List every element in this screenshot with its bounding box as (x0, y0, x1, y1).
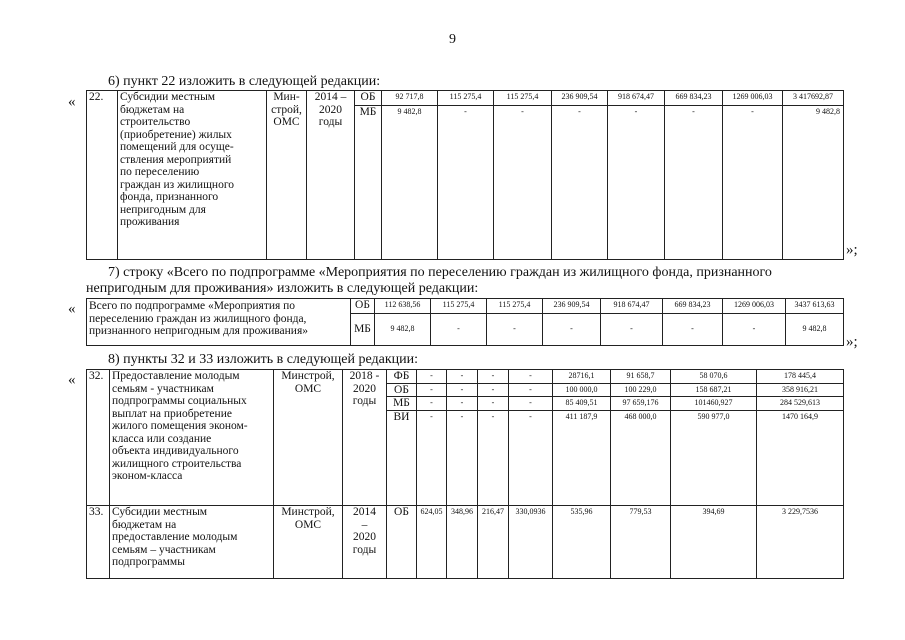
funding-value: 236 909,54 (543, 299, 601, 314)
section-7-heading-line-2: непригодным для проживания» изложить в следующей редакции: (86, 281, 479, 296)
row-22-number: 22. (87, 91, 118, 260)
funding-value: - (478, 397, 509, 411)
funding-value: 58 070,6 (671, 370, 757, 384)
section-8-open-quote: « (68, 372, 76, 388)
funding-value: - (447, 370, 478, 384)
funding-value: 411 187,9 (553, 410, 611, 506)
funding-value: 535,96 (553, 506, 611, 579)
funding-value: 115 275,4 (438, 91, 494, 106)
funding-total: 178 445,4 (757, 370, 844, 384)
funding-value: 115 275,4 (494, 91, 552, 106)
row-33-executor: Минстрой, ОМС (274, 506, 343, 579)
funding-total: 9 482,8 (786, 314, 844, 346)
funding-value: - (552, 106, 608, 260)
funding-value: - (447, 397, 478, 411)
funding-value: - (509, 397, 553, 411)
funding-total: 3 229,7536 (757, 506, 844, 579)
funding-total: 3437 613,63 (786, 299, 844, 314)
page-number: 9 (449, 32, 456, 47)
funding-value: 779,53 (611, 506, 671, 579)
section-7-table (86, 298, 844, 346)
funding-value: 9 482,8 (375, 314, 431, 346)
section-7-heading-line-1: 7) строку «Всего по подпрограмме «Мероприятия по переселению граждан из жилищного фонда, признанного (108, 265, 772, 280)
row-32-executor: Минстрой, ОМС (274, 370, 343, 506)
row-33-name: Субсидии местным бюджетам на предоставление молодым семьям – участникам подпрограммы (110, 506, 274, 579)
section-6-open-quote: « (68, 94, 76, 110)
funding-source: ВИ (387, 410, 417, 506)
funding-value: - (509, 410, 553, 506)
funding-value: - (447, 410, 478, 506)
funding-source: МБ (387, 397, 417, 411)
section-6-heading: 6) пункт 22 изложить в следующей редакции: (108, 74, 381, 89)
funding-value: 158 687,21 (671, 383, 757, 397)
funding-source: ОБ (355, 91, 382, 106)
funding-value: 216,47 (478, 506, 509, 579)
funding-value: - (494, 106, 552, 260)
funding-value: 669 834,23 (663, 299, 723, 314)
funding-value: 394,69 (671, 506, 757, 579)
funding-value: 92 717,8 (382, 91, 438, 106)
funding-value: - (417, 370, 447, 384)
row-22-name: Субсидии местным бюджетам на строительство (приобретение) жилых помещений для осуще- ствления мероприятий по переселению граждан из жилищного фонда, признанного непригодным для проживания (118, 91, 267, 260)
funding-value: 101460,927 (671, 397, 757, 411)
funding-value: - (543, 314, 601, 346)
funding-value: - (431, 314, 487, 346)
funding-value: 115 275,4 (487, 299, 543, 314)
funding-value: - (447, 383, 478, 397)
funding-value: 9 482,8 (382, 106, 438, 260)
section-6-close-quote: »; (846, 242, 858, 258)
row-33-period: 2014 – 2020 годы (343, 506, 387, 579)
funding-value: 91 658,7 (611, 370, 671, 384)
funding-value: 918 674,47 (601, 299, 663, 314)
section-7-close-quote: »; (846, 334, 858, 350)
funding-value: 112 638,56 (375, 299, 431, 314)
funding-total: 358 916,21 (757, 383, 844, 397)
funding-value: - (601, 314, 663, 346)
funding-value: - (417, 383, 447, 397)
funding-value: 28716,1 (553, 370, 611, 384)
row-33-number: 33. (87, 506, 110, 579)
funding-value: 97 659,176 (611, 397, 671, 411)
funding-value: 468 000,0 (611, 410, 671, 506)
funding-value: - (478, 383, 509, 397)
funding-value: 330,0936 (509, 506, 553, 579)
funding-value: 1269 006,03 (723, 299, 786, 314)
funding-value: - (438, 106, 494, 260)
funding-value: 115 275,4 (431, 299, 487, 314)
funding-value: 348,96 (447, 506, 478, 579)
funding-value: 100 000,0 (553, 383, 611, 397)
funding-value: - (608, 106, 665, 260)
row-32-number: 32. (87, 370, 110, 506)
funding-source: ФБ (387, 370, 417, 384)
funding-value: 590 977,0 (671, 410, 757, 506)
funding-value: 236 909,54 (552, 91, 608, 106)
funding-total: 284 529,613 (757, 397, 844, 411)
funding-value: - (665, 106, 723, 260)
funding-value: 918 674,47 (608, 91, 665, 106)
section-7-open-quote: « (68, 301, 76, 317)
funding-source: ОБ (351, 299, 375, 314)
funding-value: - (478, 410, 509, 506)
funding-value: 100 229,0 (611, 383, 671, 397)
funding-source: ОБ (387, 383, 417, 397)
row-32-name: Предоставление молодым семьям - участникам подпрограммы социальных выплат на приобретение жилого помещения эконом- класса или создание объекта индивидуального жилищного строительства эконом-класса (110, 370, 274, 506)
funding-total: 3 417692,87 (783, 91, 844, 106)
subprogram-total-name: Всего по подпрограмме «Мероприятия по переселению граждан из жилищного фонда, признанного непригодным для проживания» (87, 299, 351, 346)
funding-value: - (478, 370, 509, 384)
funding-value: - (723, 314, 786, 346)
funding-source: МБ (355, 106, 382, 260)
funding-value: - (723, 106, 783, 260)
funding-value: - (417, 397, 447, 411)
funding-total: 1470 164,9 (757, 410, 844, 506)
funding-value: 85 409,51 (553, 397, 611, 411)
funding-value: - (487, 314, 543, 346)
funding-value: 1269 006,03 (723, 91, 783, 106)
section-8-table (86, 369, 844, 579)
funding-source: МБ (351, 314, 375, 346)
row-22-executor: Мин- строй, ОМС (267, 91, 307, 260)
funding-source: ОБ (387, 506, 417, 579)
section-6-table (86, 90, 844, 260)
funding-value: - (509, 370, 553, 384)
section-8-heading: 8) пункты 32 и 33 изложить в следующей редакции: (108, 352, 419, 367)
funding-value: - (663, 314, 723, 346)
funding-value: 669 834,23 (665, 91, 723, 106)
funding-value: - (417, 410, 447, 506)
funding-value: 624,05 (417, 506, 447, 579)
funding-value: - (509, 383, 553, 397)
row-32-period: 2018 - 2020 годы (343, 370, 387, 506)
funding-total: 9 482,8 (783, 106, 844, 260)
row-22-period: 2014 – 2020 годы (307, 91, 355, 260)
